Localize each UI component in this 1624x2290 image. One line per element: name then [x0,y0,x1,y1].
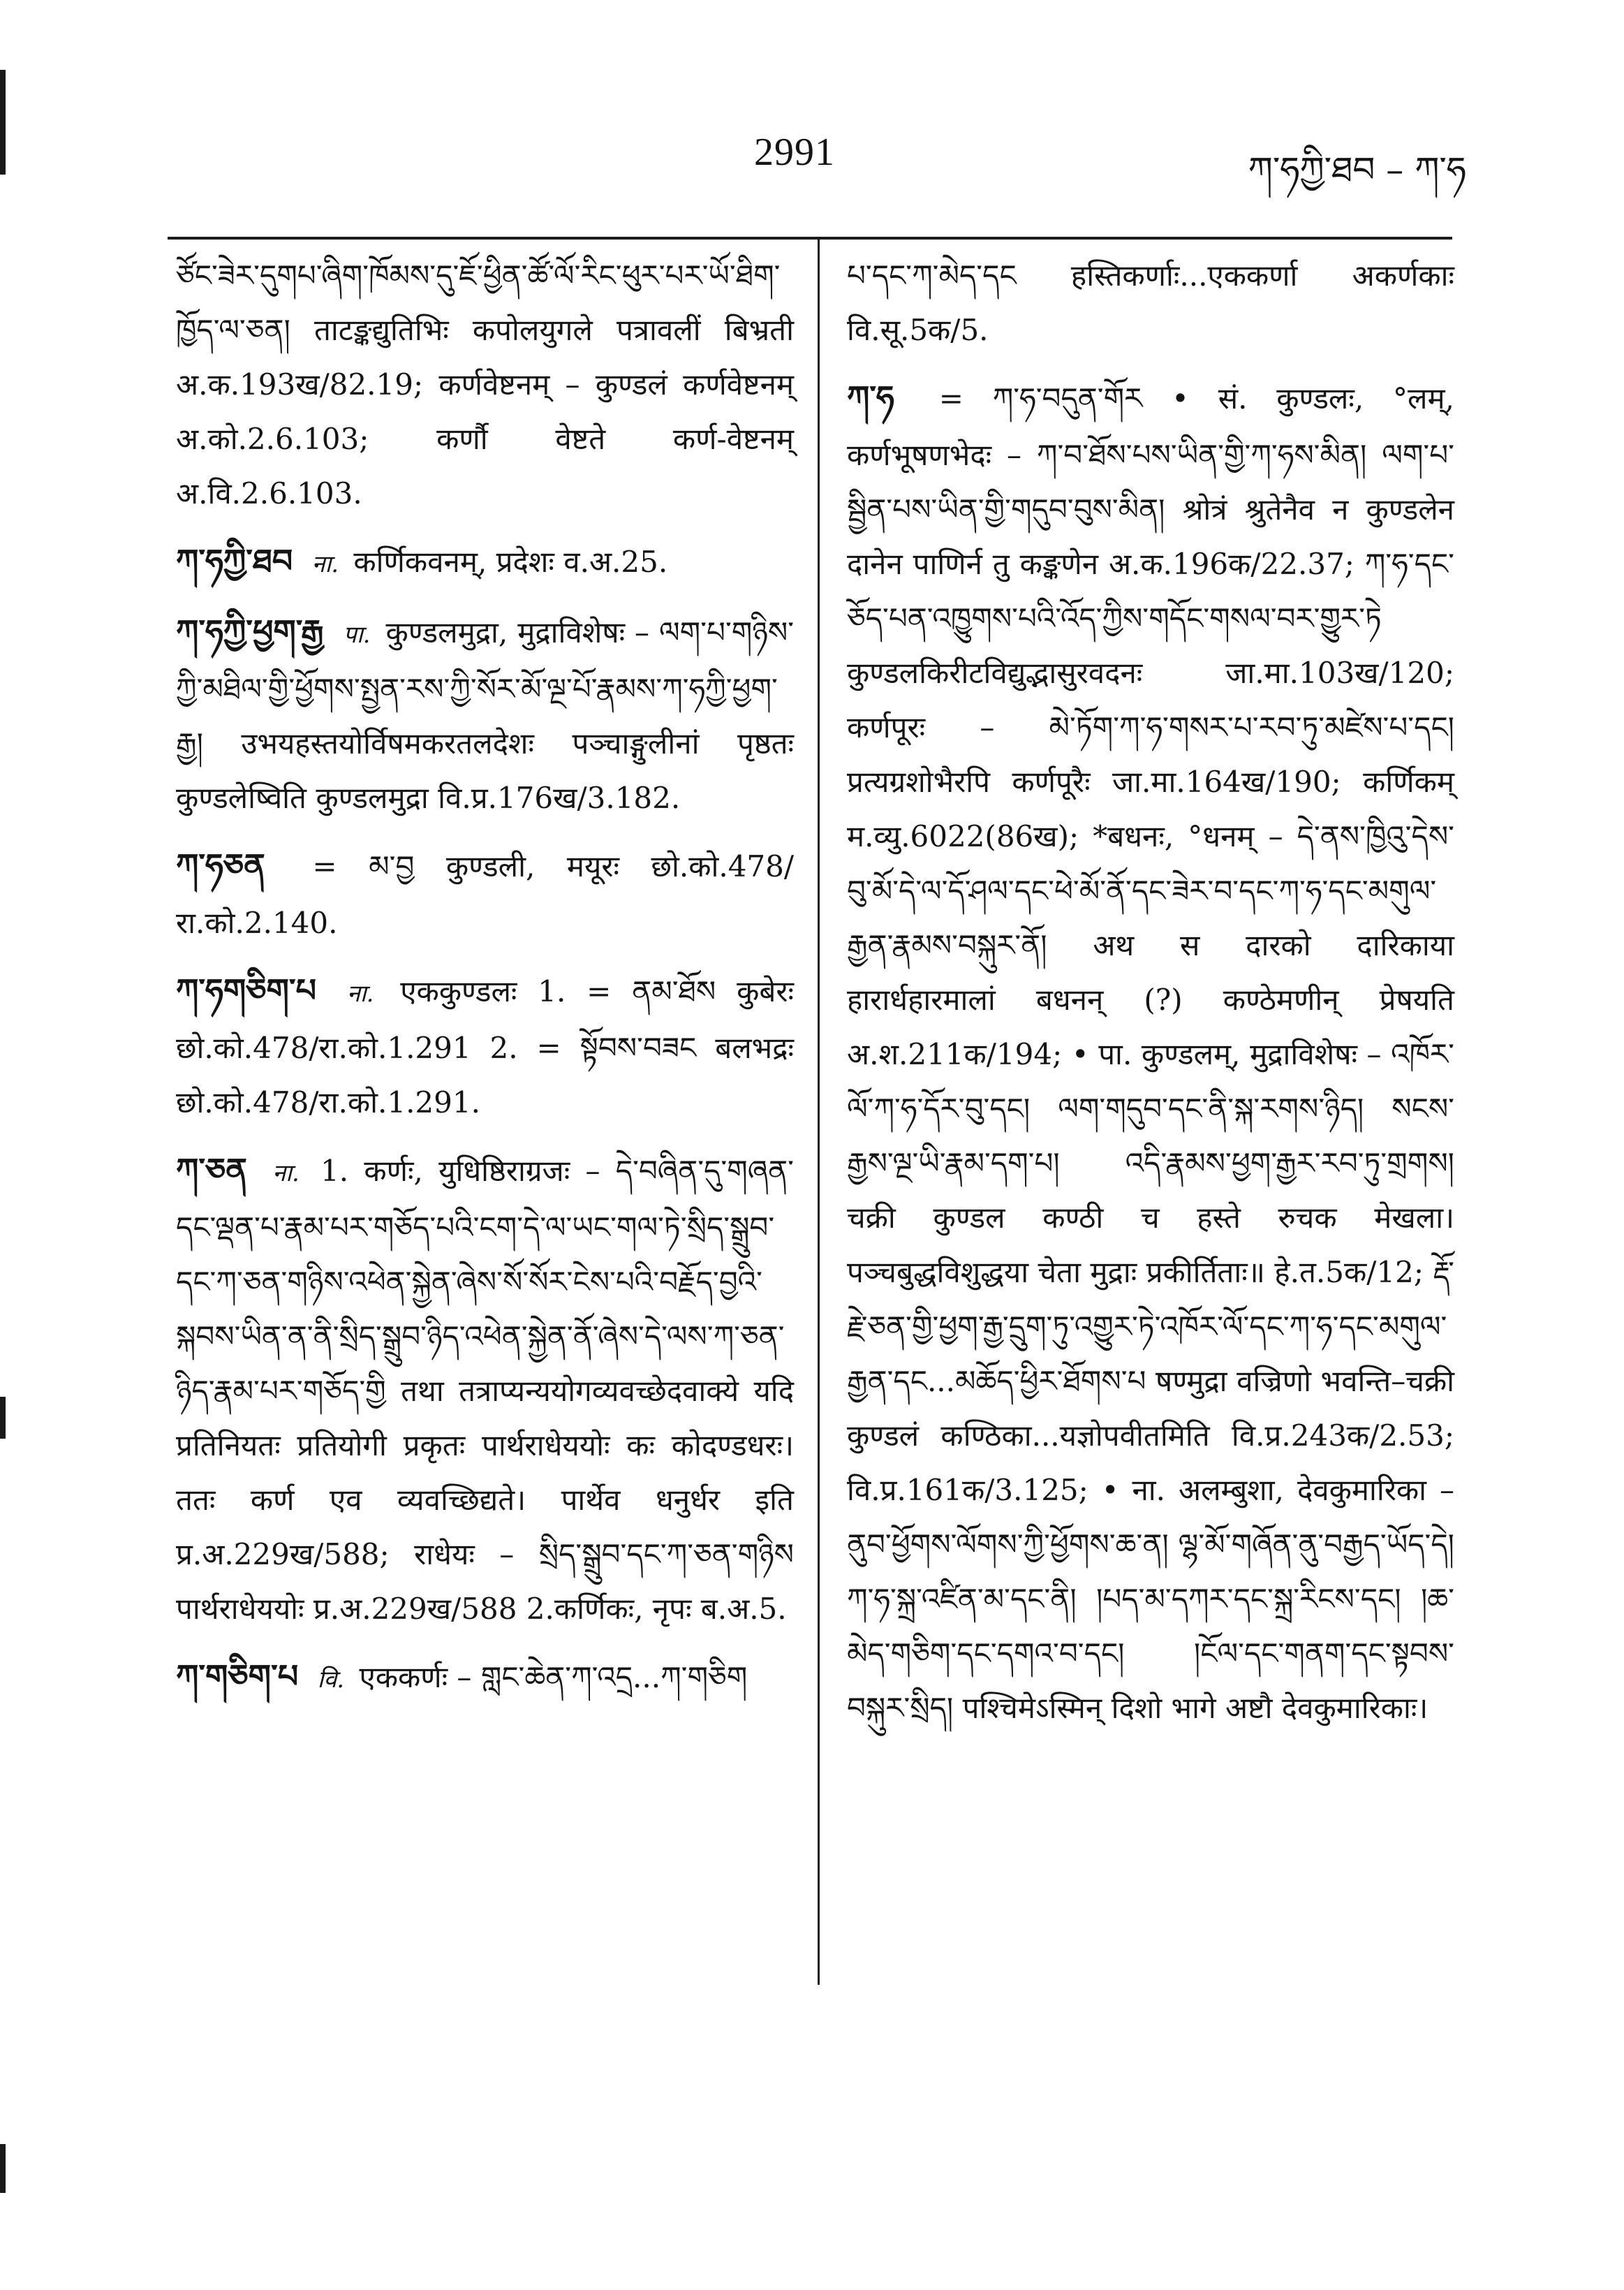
entry-text: एककुण्डलः 1. = ནམ་ཐོས कुबेरः छो.को.478/रा.को.1.291 2. = སྟོབས་བཟང बलभद्रः छो.को.478/रा.को.1.291. [176,974,794,1120]
entry-text: कुण्डलमुद्रा, मुद्राविशेषः – ལག་པ་གཉིས་ཀྱི་མཐིལ་གྱི་ཕྱོགས་སྤྱན་རས་ཀྱི་སོར་མོ་ལྔ་པོ་རྣམས་ཀ་ཧཀྱི་ཕྱག་རྒྱ། उभयहस्तयोर्विषमकरतलदेशः पञ्चाङ्गुलीनां पृष्ठतः कुण्डलेष्विति कुण्डलमुद्रा वि.प्र.176ख/3.182. [176,615,795,815]
grammar-label: ना. [272,1159,300,1187]
page-number: 2991 [754,131,835,174]
headword: ཀ་ཧགཅིག་པ [176,971,317,1009]
entry-text: ཙོང་ཟེར་དུགཔ་ཞིག་ཁོམས་དུ་ཇོ་ཕྱིན་ཚོ་ལོ་རིང་ཕུར་པར་ཡོ་ཐིག་ཁྱོད་ལ་ཅན། ताटङ्कद्युतिभिः कपोलयुगले पत्रावलीं बिभ्रती अ.क.193ख/82.19; कर्णवेष्टनम् – कुण्डलं कर्णवेष्टनम् अ.को.2.6.103; कर्णौ वेष्टते कर्ण-वेष्टनम् अ.वि.2.6.103. [176,258,794,511]
dictionary-entry [176,604,794,825]
dictionary-entry [176,963,794,1130]
entry-text: = མ་བྱ कुण्डली, मयूरः छो.को.478/रा.को.2.140. [176,849,795,940]
scan-edge-mark [0,70,6,175]
headword: ཀ་ཧཀྱི་ཕྱག་རྒྱ [176,612,324,650]
entry-text: པ་དང་ཀ་མེད་དང हस्तिकर्णाः...एककर्णा अकर्णकाः वि.सू.5क/5. [847,258,1454,347]
scan-edge-mark [0,1397,6,1439]
dictionary-entry [847,370,1454,1735]
entry-text: 1. कर्णः, युधिष्ठिराग्रजः – དེ་བཞིན་དུ་གཞན་དང་ལྡན་པ་རྣམ་པར་གཅོད་པའི་ངག་དེ་ལ་ཡང་གལ་ཏེ་སྲིད་སྒྲུབ་དང་ཀ་ཅན་གཉིས་འཕེན་སྐྱེན་ཞེས་སོ་སོར་ངེས་པའི་བརྗོད་བྱའི་སྐབས་ཡིན་ན་ནི་སྲིད་སྒྲུབ་ཉིད་འཕེན་སྐྱེན་ནོ་ཞེས་དེ་ལས་ཀ་ཅན་ཉིད་རྣམ་པར་གཅོད་གྱི तथा तत्राप्यन्ययोगव्यवच्छेदवाक्ये यदि प्रतिनियतः प्रतियोगी प्रकृतः पार्थराधेययोः कः कोदण्डधरः। ततः कर्ण एव व्यवच्छिद्यते। पार्थेव धनुर्धर इति प्र.अ.229ख/588; राधेयः – སྲིད་སྒྲུབ་དང་ཀ་ཅན་གཉིས पार्थराधेययोः प्र.अ.229ख/588 2.कर्णिकः, नृपः ब.अ.5. [176,1154,794,1626]
grammar-label: ना. [311,550,339,578]
entry-text: कर्णिकवनम्, प्रदेशः व.अ.25. [353,545,668,579]
continued-entry [847,249,1454,358]
headword: ཀ་གཅིག་པ [176,1657,299,1695]
dictionary-entry [176,1649,794,1707]
scan-edge-mark [0,2144,6,2193]
running-head: ཀ་ཧཀྱི་ཐབ – ཀ་ཧ [1248,149,1466,190]
grammar-label: वि. [317,1666,345,1694]
left-column [176,249,794,1719]
entry-text: एककर्णः – གླང་ཆེན་ཀ་འདྲ...ཀ་གཅིག [359,1660,748,1694]
grammar-label: ना. [346,980,374,1008]
headword: ཀ་ཧཀྱི་ཐབ [176,542,293,580]
dictionary-entry [176,534,794,592]
headword: ཀ་ཧ [847,379,894,416]
headword: ཀ་ཅན [176,1151,247,1189]
entry-text: = ཀ་ཧ་བདུན་གོར • सं. कुण्डलः, °लम्, कर्णभूषणभेदः – ཀ་བ་ཐོས་པས་ཡིན་གྱི་ཀ་ཧས་མིན། ལག་པ་སྦྱིན་པས་ཡིན་གྱི་གདུབ་བུས་མིན། श्रोत्रं श्रुतेनैव न कुण्डलेन दानेन पाणिर्न तु कङ्कणेन अ.क.196क/22.37; ཀ་ཧ་དང་ཅོད་པན་འཁྱུགས་པའི་འོད་ཀྱིས་གདོང་གསལ་བར་གྱུར་ཏེ कुण्डलकिरीटविद्युद्भासुरवदनः जा.मा.103ख/120; कर्णपूरः – མེ་ཏོག་ཀ་ཧ་གསར་པ་རབ་ཏུ་མཛེས་པ་དང། प्रत्यग्रशोभैरपि कर्णपूरैः जा.मा.164ख/190; कर्णिकम् म.व्यु.6022(86ख); *बधनः, °धनम् – དེ་ནས་ཁྱིའུ་དེས་བུ་མོ་དེ་ལ་དོ་ཤལ་དང་ཕེ་མོ་ནོ་དང་ཟེར་བ་དང་ཀ་ཧ་དང་མགུལ་རྒྱན་རྣམས་བསྐུར་ནོ། अथ स दारको दारिकाया हारार्धहारमालां बधनन् (?) कण्ठेमणीन् प्रेषयति अ.श.211क/194; • पा. कुण्डलम्, मुद्राविशेषः – འཁོར་ལོ་ཀ་ཧ་དོར་བུ་དང། ལག་གདུབ་དང་ནི་སྐ་རགས་ཉིད། སངས་རྒྱས་ལྔ་ཡི་རྣམ་དག་པ། འདི་རྣམས་ཕྱག་རྒྱར་རབ་ཏུ་གྲགས། चक्री कुण्डल कण्ठी च हस्ते रुचक मेखला। पञ्चबुद्धविशुद्धया चेता मुद्राः प्रकीर्तिताः॥ हे.त.5क/12; རྡོ་རྗེ་ཅན་གྱི་ཕྱག་རྒྱ་དྲུག་ཏུ་འགྱུར་ཏེ་འཁོར་ལོ་དང་ཀ་ཧ་དང་མགུལ་རྒྱན་དང...མཆོད་ཕྱིར་ཐོགས་པ षण्मुद्रा वज्रिणो भवन्ति–चक्री कुण्डलं कण्ठिका...यज्ञोपवीतमिति वि.प्र.243क/2.53; वि.प्र.161क/3.125; • ना. अलम्बुशा, देवकुमारिका – ནུབ་ཕྱོགས་ལོགས་ཀྱི་ཕྱོགས་ཆ་ན། ལྷ་མོ་གཞོན་ནུ་བརྒྱད་ཡོད་དེ། ཀ་ཧ་སྐྲ་འཛིན་མ་དང་ནི། །པད་མ་དཀར་དང་སྐྲ་རིངས་དང། །ཆ་མེད་གཅིག་དང་དགའ་བ་དང། །ངོལ་དང་གནག་དང་སྟབས་བསྐུར་སྲིད། पश्चिमेऽस्मिन् दिशो भागे अष्टौ देवकुमारिकाः। [847,381,1454,1725]
continued-entry [176,249,794,521]
dictionary-entry [176,1143,794,1636]
grammar-label: पा. [343,621,371,649]
right-column [847,249,1454,1748]
header-rule [168,237,1452,240]
dictionary-entry [176,838,794,951]
column-divider [818,239,820,1985]
headword: ཀ་ཧཅན [176,846,265,884]
